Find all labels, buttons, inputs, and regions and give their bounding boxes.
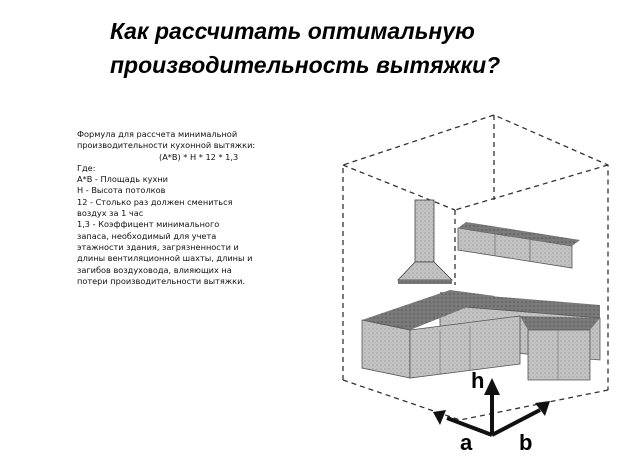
definition-coefficient-1: 1,3 - Коэффицент минимального: [77, 219, 220, 230]
axis-label-b: b: [519, 430, 533, 455]
definition-air-changes-2: воздух за 1 час: [77, 208, 144, 219]
h-axis-arrowhead: [484, 378, 500, 395]
definition-coefficient-5: загибов воздуховода, влияющих на: [77, 264, 232, 275]
formula-expression: (A*B) * H * 12 * 1,3: [159, 151, 239, 162]
b-axis-line: [492, 410, 540, 435]
a-axis-arrowhead: [433, 410, 446, 425]
axis-label-h: h: [471, 368, 485, 393]
formula-intro-1: Формула для рассчета минимальной: [77, 129, 238, 139]
wall-cabinets: [458, 222, 580, 268]
formula-intro-2: производительности кухонной вытяжки:: [77, 140, 256, 151]
range-hood: [398, 200, 452, 284]
definition-height: H - Высота потолков: [77, 185, 166, 196]
kitchen-counters: [362, 290, 600, 380]
title-line-2: производительность вытяжки?: [110, 52, 501, 78]
title-line-1: Как рассчитать оптимальную: [110, 18, 475, 44]
definition-area: A*B - Площадь кухни: [77, 174, 168, 185]
b-axis-arrowhead: [535, 401, 550, 416]
definition-coefficient-4: длины вентиляционной шахты, длины и: [77, 253, 253, 264]
definition-air-changes-1: 12 - Столько раз должен смениться: [77, 196, 233, 207]
formula-where: Где:: [77, 162, 96, 173]
dimension-axes: [433, 378, 550, 435]
definition-coefficient-2: запаса, необходимый для учета: [77, 230, 217, 241]
axis-label-a: a: [460, 430, 473, 455]
definition-coefficient-6: потери производительности вытяжки.: [77, 275, 245, 286]
definition-coefficient-3: этажности здания, загрязненности и: [77, 241, 239, 252]
